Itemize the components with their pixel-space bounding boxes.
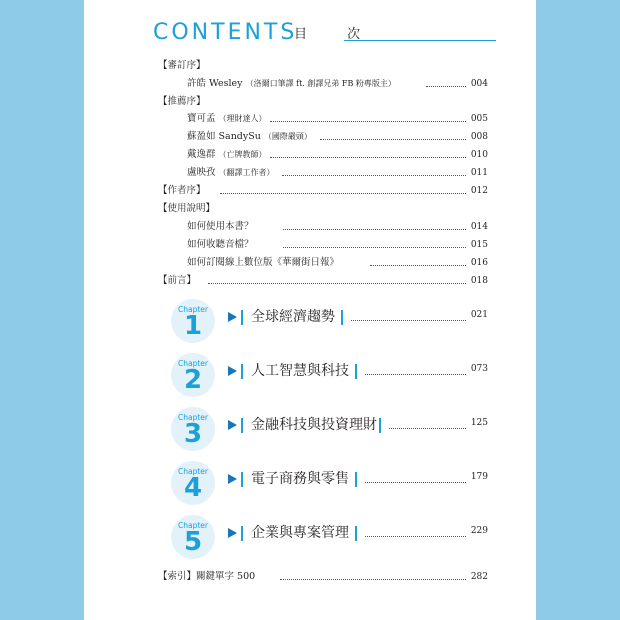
toc-leader (220, 193, 466, 194)
toc-leader (365, 536, 466, 537)
toc-author: 蘇盈如 SandySu (187, 131, 261, 142)
toc-leader (351, 320, 466, 321)
toc-entry (158, 165, 488, 181)
toc-author: 戴逸群 (187, 149, 216, 160)
toc-label: 【使用說明】 (158, 203, 216, 214)
toc-leader (283, 247, 466, 248)
toc-entry (158, 111, 488, 127)
toc-note: （翻譯工作者） (218, 168, 275, 177)
triangle-right-icon (228, 474, 237, 484)
title-bar-right (341, 310, 343, 325)
triangle-right-icon (228, 528, 237, 538)
toc-page: 005 (470, 114, 488, 124)
contents-title: CONTENTS (153, 20, 298, 45)
toc-label: 如何使用本書？ (187, 221, 254, 232)
chapter-number: 1 (183, 311, 203, 341)
toc-note: （理財達人） (218, 114, 267, 123)
chapter-entry-4 (171, 459, 488, 507)
toc-note: （亡牌教師） (218, 150, 267, 159)
chapter-entry-5 (171, 513, 488, 561)
toc-leader (270, 121, 466, 122)
chapter-word: Chapter (178, 521, 208, 530)
toc-label: 【推薦序】 (158, 96, 206, 107)
chapter-title: 金融科技與投資理財 (251, 417, 377, 433)
toc-leader (282, 175, 466, 176)
triangle-right-icon (228, 366, 237, 376)
toc-entry (158, 219, 488, 235)
chapter-title: 電子商務與零售 (251, 471, 349, 487)
toc-label (187, 76, 396, 92)
toc-author: 盧映孜 (187, 167, 216, 178)
toc-entry (158, 237, 488, 253)
title-bar-right (355, 526, 357, 541)
chapter-title: 人工智慧與科技 (251, 363, 349, 379)
header-rule (344, 40, 496, 41)
toc-leader (208, 283, 466, 284)
toc-page: 014 (470, 222, 488, 232)
toc-page: 016 (470, 258, 488, 268)
toc-leader (270, 157, 466, 158)
toc-entry-recommend (158, 94, 488, 110)
toc-leader (283, 229, 466, 230)
chapter-page: 125 (470, 418, 488, 428)
toc-entry-author-preface (158, 183, 488, 199)
toc-label: 【前言】 (158, 275, 197, 286)
toc-label: 【審訂序】 (158, 60, 206, 71)
toc-leader (320, 139, 466, 140)
toc-leader (370, 265, 466, 266)
title-bar-right (379, 418, 381, 433)
toc-page: 008 (470, 132, 488, 142)
title-bar-right (355, 472, 357, 487)
toc-author: 寶可孟 (187, 113, 216, 124)
toc-entry (158, 255, 488, 271)
toc-page: 012 (470, 186, 488, 196)
toc-label: 如何收聽音檔？ (187, 239, 254, 250)
chapter-number: 4 (183, 473, 203, 503)
toc-entry-usage (158, 201, 488, 217)
chapter-word: Chapter (178, 467, 208, 476)
chapter-number: 2 (183, 365, 203, 395)
chapter-page: 229 (470, 526, 488, 536)
chapter-number: 3 (183, 419, 203, 449)
chapter-page: 179 (470, 472, 488, 482)
title-bar-left (241, 418, 243, 433)
toc-label: 【作者序】 (158, 185, 206, 196)
chapter-page: 021 (470, 310, 488, 320)
toc-page: 018 (470, 276, 488, 286)
toc-leader (389, 428, 466, 429)
chapter-word: Chapter (178, 359, 208, 368)
toc-entry (158, 147, 488, 163)
toc-page: 011 (470, 168, 488, 178)
chapter-number: 5 (183, 527, 203, 557)
toc-leader (365, 482, 466, 483)
chapter-word: Chapter (178, 413, 208, 422)
toc-leader (365, 374, 466, 375)
chapter-title: 全球經濟趨勢 (251, 309, 335, 325)
toc-label (187, 129, 312, 145)
chapter-title: 企業與專案管理 (251, 525, 349, 541)
toc-author: 許皓 Wesley (187, 78, 243, 89)
toc-label (187, 111, 267, 127)
mulu-title: 目 次 (294, 27, 379, 42)
index-text: 關鍵單字 500 (196, 571, 256, 582)
toc-note: （國際嚴頭） (263, 132, 312, 141)
title-bar-left (241, 364, 243, 379)
triangle-right-icon (228, 312, 237, 322)
chapter-entry-3 (171, 405, 488, 453)
index-label: 【索引】 (158, 571, 197, 582)
toc-entry (158, 129, 488, 145)
toc-page: 015 (470, 240, 488, 250)
title-bar-left (241, 526, 243, 541)
chapter-word: Chapter (178, 305, 208, 314)
toc-label: 如何訂閱線上數位版《華爾街日報》 (187, 257, 340, 268)
toc-entry-index (158, 569, 488, 585)
toc-entry (158, 76, 488, 92)
triangle-right-icon (228, 420, 237, 430)
title-bar-left (241, 310, 243, 325)
title-bar-right (355, 364, 357, 379)
toc-leader (426, 86, 466, 87)
toc-page: 004 (470, 79, 488, 89)
chapter-page: 073 (470, 364, 488, 374)
toc-label (187, 147, 267, 163)
toc-page: 010 (470, 150, 488, 160)
chapter-entry-1 (171, 297, 488, 345)
toc-page: 282 (470, 572, 488, 582)
toc-leader (280, 579, 466, 580)
toc-entry-foreword (158, 273, 488, 289)
toc-header (153, 20, 498, 48)
toc-note: （洛爾口筆譯 ft. 創譯兄弟 FB 粉專版主） (245, 79, 396, 88)
toc-entry-preface-review (158, 58, 488, 74)
toc-label (187, 165, 275, 181)
toc-label (158, 569, 255, 585)
title-bar-left (241, 472, 243, 487)
chapter-entry-2 (171, 351, 488, 399)
